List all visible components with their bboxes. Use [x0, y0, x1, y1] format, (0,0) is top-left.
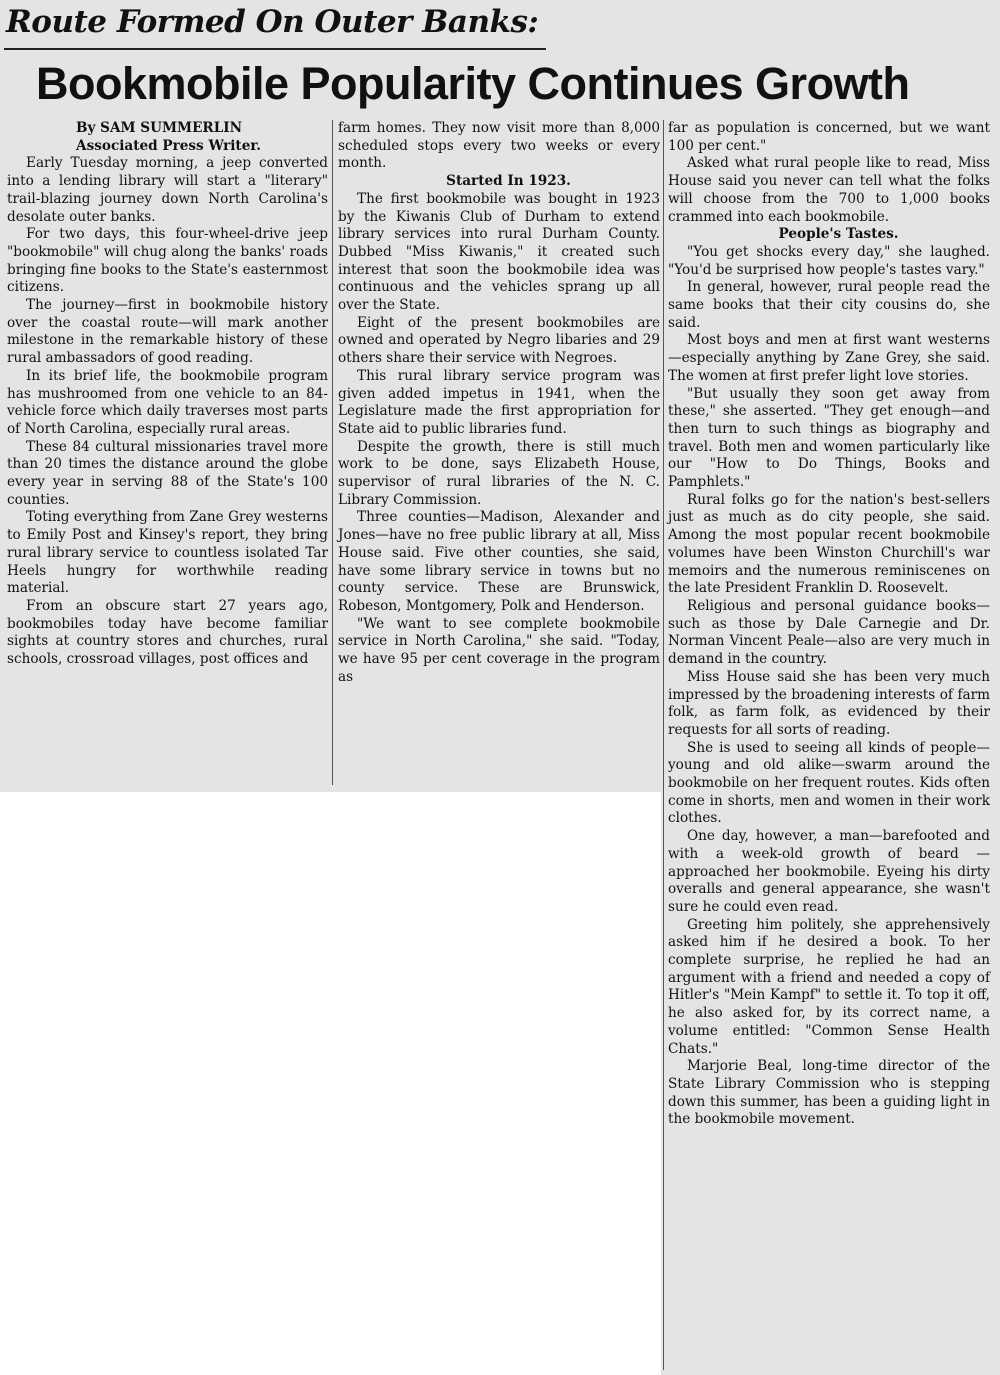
paragraph: Toting everything from Zane Grey westerns to Emily Post and Kinsey's report, they bring rural library service to countless isolated Tar Heels hungry for worthwhile reading material.: [7, 509, 328, 597]
byline-author: By SAM SUMMERLIN: [76, 120, 243, 136]
paragraph: Most boys and men at first want westerns—especially anything by Zane Grey, she said. The women at first prefer light love stories.: [668, 332, 990, 384]
paragraph-continued: far as population is concerned, but we want 100 per cent.": [668, 120, 990, 154]
paragraph: Asked what rural people like to read, Miss House said you never can tell what the folks will choose from the 700 to 1,000 books crammed into each bookmobile.: [668, 155, 990, 225]
paragraph: Marjorie Beal, long-time director of the State Library Commission who is stepping down this summer, has been a guiding light in the bookmobile movement.: [668, 1058, 990, 1128]
paragraph: Three counties—Madison, Alexander and Jones—have no free public library at all, Miss House said. Five other counties, she said, have some library service in towns but no county service. These are Brunswick, Robeson, Montgomery, Polk and Henderson.: [338, 509, 660, 614]
paragraph: Greeting him politely, she apprehensively asked him if he desired a book. To her complete surprise, he replied he had an argument with a friend and needed a copy of Hitler's "Mein Kampf" to settle it. To top it off, he also asked for, by its correct name, a volume entitled: "Common Sense Health Chats.": [668, 916, 990, 1057]
byline-affiliation: Associated Press Writer.: [76, 137, 261, 154]
paragraph: "You get shocks every day," she laughed. "You'd be surprised how people's tastes vary.": [668, 243, 990, 278]
paragraph: From an obscure start 27 years ago, bookmobiles today have become familiar sights at country stores and churches, rural schools, crossroad villages, post offices and: [7, 597, 328, 668]
column-rule: [332, 120, 333, 785]
paragraph: In general, however, rural people read the same books that their city cousins do, she said.: [668, 279, 990, 331]
paragraph: The first bookmobile was bought in 1923 by the Kiwanis Club of Durham to extend library services into rural Durham County. Dubbed "Miss Kiwanis," it created such interest that soon the bookmobile idea was continuous and the vehicles sprang up all over the State.: [338, 190, 660, 314]
paragraph: This rural library service program was given added impetus in 1941, when the Legislature made the first appropriation for State aid to public libraries fund.: [338, 367, 660, 437]
main-headline: Bookmobile Popularity Continues Growth: [36, 58, 910, 109]
paragraph: Miss House said she has been very much impressed by the broadening interests of farm folk, as farm folk, as evidenced by their requests for all sorts of reading.: [668, 668, 990, 738]
kicker-underline: [4, 48, 546, 50]
paragraph: She is used to seeing all kinds of people—young and old alike—swarm around the bookmobile on her frequent routes. Kids often come in shorts, men and women in their work clothes.: [668, 739, 990, 827]
paragraph-continued: farm homes. They now visit more than 8,000 scheduled stops every two weeks or every month.: [338, 120, 660, 172]
paragraph: The journey—first in bookmobile history over the coastal route—will mark another milestone in the remarkable history of these rural ambassadors of good reading.: [7, 297, 328, 367]
paragraph: Despite the growth, there is still much work to be done, says Elizabeth House, supervisor of rural libraries of the N. C. Library Commission.: [338, 438, 660, 508]
kicker-headline: Route Formed On Outer Banks:: [6, 4, 539, 40]
subheading: People's Tastes.: [778, 226, 899, 243]
paragraph: These 84 cultural missionaries travel more than 20 times the distance around the globe every year in serving 88 of the State's 100 counties.: [7, 438, 328, 508]
paragraph: One day, however, a man—barefooted and with a week-old growth of beard — approached her bookmobile. Eyeing his dirty overalls and general appearance, she wasn't sure he could even read.: [668, 828, 990, 915]
paragraph: Religious and personal guidance books—such as those by Dale Carnegie and Dr. Norman Vincent Peale—also are very much in demand in the country.: [668, 597, 990, 668]
column-rule: [663, 120, 664, 1370]
subheading: Started In 1923.: [446, 173, 571, 190]
paragraph: Rural folks go for the nation's best-sellers just as much as do city people, she said. Among the most popular recent bookmobile volumes have been Winston Churchill's war memoirs and the numerous reminiscenes on the late President Franklin D. Roosevelt.: [668, 491, 990, 597]
article-column-1: [7, 120, 328, 669]
paragraph: "But usually they soon get away from these," she asserted. "They get enough—and then turn to such things as biography and travel. Both men and women particularly like our "How to Do Things, Books and Pamphlets.": [668, 385, 990, 491]
paragraph: Eight of the present bookmobiles are owned and operated by Negro libaries and 29 others share their service with Negroes.: [338, 314, 660, 367]
article-column-2: [338, 120, 660, 687]
paragraph: "We want to see complete bookmobile service in North Carolina," she said. "Today, we have 95 per cent coverage in the program as: [338, 615, 660, 685]
paragraph: In its brief life, the bookmobile program has mushroomed from one vehicle to an 84-vehicle force which daily traverses most parts of North Carolina, especially rural areas.: [7, 367, 328, 437]
paragraph: Early Tuesday morning, a jeep converted into a lending library will start a "literary" trail-blazing journey down North Carolina's desolate outer banks.: [7, 155, 328, 225]
paragraph: For two days, this four-wheel-drive jeep "bookmobile" will chug along the banks' roads bringing fine books to the State's easternmost citizens.: [7, 226, 328, 296]
article-column-3: [668, 120, 990, 1129]
